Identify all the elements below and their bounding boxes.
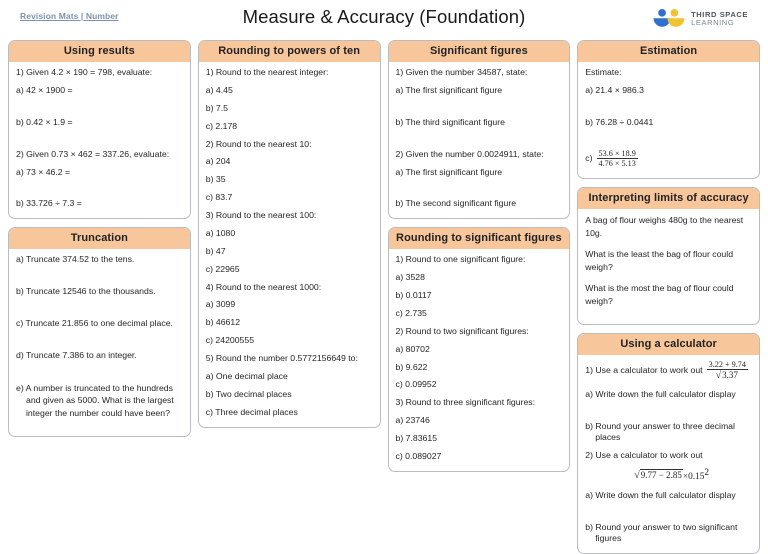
question-item: b) 7.5: [205, 102, 228, 113]
estimation-fraction: [597, 149, 638, 169]
card-title-interpreting-limits: Interpreting limits of accuracy: [578, 188, 759, 209]
estimation-item-a: a) 21.4 × 986.3: [585, 84, 644, 95]
limits-question-2: What is the most the bag of flour could weigh?: [585, 283, 734, 307]
card-body-truncation: [9, 249, 190, 435]
question-item: c) 2.735: [395, 307, 427, 318]
question-item: c) 24200555: [205, 335, 255, 346]
question-item: b) 47: [205, 245, 226, 256]
card-truncation: [8, 227, 191, 436]
question-item: 1) Round to one significant figure:: [395, 254, 526, 265]
card-using-results: [8, 40, 191, 219]
logo-wordmark: [691, 11, 748, 27]
calculator-q1-fraction: [707, 360, 748, 382]
card-using-a-calculator: [577, 333, 760, 554]
calculator-q1-part-a: a) Write down the full calculator display: [585, 389, 736, 400]
question-item: a) Truncate 374.52 to the tens.: [16, 254, 135, 265]
question-item: 3) Round to three significant figures:: [395, 397, 536, 408]
card-body-using-a-calculator: [578, 355, 759, 553]
estimation-fraction-denominator: 4.76 × 5.13: [598, 159, 636, 169]
calculator-q1-denominator: [707, 369, 748, 382]
question-item: a) 42 × 1900 =: [16, 84, 73, 95]
calculator-q2-expression: [585, 468, 752, 484]
calculator-question-1: [585, 360, 752, 382]
question-item: b) 0.42 × 1.9 =: [16, 116, 73, 127]
logo-line-1: THIRD SPACE: [691, 10, 748, 20]
limits-question-1: What is the least the bag of flour could weigh?: [585, 249, 734, 272]
question-item: b) 0.0117: [395, 290, 432, 300]
calculator-q1-radicand: 3.37: [722, 370, 738, 381]
question-item: 3) Round to the nearest 100:: [205, 210, 317, 220]
card-body-significant-figures: [389, 62, 570, 218]
question-item: 5) Round the number 0.5772156649 to:: [205, 353, 358, 363]
card-title-rounding-to-powers-of-ten: Rounding to powers of ten: [199, 41, 380, 62]
question-item: a) The first significant figure: [395, 166, 503, 177]
question-item: b) 7.83615: [395, 433, 438, 443]
calculator-q2-sqrt: [634, 470, 683, 483]
question-item: 2) Given 0.73 × 462 = 337.26, evaluate:: [16, 148, 170, 159]
third-space-learning-logo-icon: [652, 7, 686, 31]
question-item: b) 35: [205, 174, 226, 185]
question-item: c) Truncate 21.856 to one decimal place.: [16, 318, 173, 328]
question-item: 2) Round to two significant figures:: [395, 325, 529, 336]
estimation-item-c: [585, 149, 752, 169]
question-item: 1) Given 4.2 × 190 = 798, evaluate:: [16, 67, 153, 77]
question-item: d) Truncate 7.386 to an integer.: [16, 349, 137, 360]
calculator-q2-radicand: 9.77 − 2.85: [640, 470, 682, 481]
question-item: c) 2.178: [205, 120, 238, 131]
question-item: a) 4.45: [205, 84, 233, 95]
worksheet-column-4: [577, 40, 760, 554]
question-item: 4) Round to the nearest 1000:: [205, 281, 322, 292]
card-title-rounding-to-significant-figures: Rounding to significant figures: [389, 228, 570, 249]
worksheet-column-1: [8, 40, 191, 437]
question-item: a) 204: [205, 156, 231, 167]
card-body-using-results: [9, 62, 190, 218]
question-item: a) The first significant figure: [395, 84, 503, 95]
question-item: c) 0.089027: [395, 450, 442, 461]
radical-icon: √: [634, 470, 640, 482]
calculator-q1-lead: 1) Use a calculator to work out: [585, 365, 703, 376]
calculator-q2-tail: ×0.15: [682, 471, 705, 482]
page-title: Measure & Accuracy (Foundation): [242, 6, 526, 27]
estimation-item-c-label: c): [585, 153, 593, 164]
question-item: b) 33.726 ÷ 7.3 =: [16, 198, 82, 209]
question-item: a) 3528: [395, 272, 425, 283]
question-item: a) 1080: [205, 227, 236, 238]
question-item: 1) Given the number 34587, state:: [395, 67, 528, 77]
question-item: 2) Given the number 0.0024911, state:: [395, 148, 544, 159]
calculator-q1-numerator: 3.22 + 9.74: [708, 359, 746, 369]
logo-line-2: LEARNING: [691, 18, 735, 27]
question-item: e) A number is truncated to the hundreds and given as 5000. What is the largest integer the number could have been?: [16, 382, 174, 418]
worksheet-column-3: [388, 40, 571, 472]
question-item: a) 3099: [205, 299, 236, 310]
question-item: b) 9.622: [395, 361, 428, 372]
question-item: a) 23746: [395, 415, 430, 426]
question-item: c) Three decimal places: [205, 406, 298, 417]
radical-icon: √: [715, 370, 722, 382]
question-item: a) 80702: [395, 343, 430, 354]
question-item: 2) Round to the nearest 10:: [205, 138, 312, 149]
worksheet-column-2: [198, 40, 381, 428]
question-item: c) 83.7: [205, 192, 233, 203]
question-item: b) 46612: [205, 317, 241, 328]
calculator-q2-exponent: 2: [704, 467, 709, 478]
brand-logo: [652, 7, 748, 31]
calculator-q2-part-a: a) Write down the full calculator display: [585, 490, 736, 501]
card-body-rounding-to-powers-of-ten: [199, 62, 380, 427]
question-item: b) The third significant figure: [395, 116, 505, 127]
estimation-item-b: b) 76.28 ÷ 0.0441: [585, 116, 654, 127]
calculator-q2-part-b: b) Round your answer to two significant figures: [585, 521, 738, 543]
breadcrumb[interactable]: Revision Mats | Number: [20, 11, 119, 21]
card-title-using-results: Using results: [9, 41, 190, 62]
card-rounding-to-powers-of-ten: [198, 40, 381, 428]
estimation-intro: Estimate:: [585, 67, 622, 77]
card-estimation: [577, 40, 760, 179]
card-title-truncation: Truncation: [9, 228, 190, 249]
question-item: c) 0.09952: [395, 379, 437, 390]
question-item: a) 73 × 46.2 =: [16, 166, 71, 177]
question-item: 1) Round to the nearest integer:: [205, 67, 329, 77]
question-item: b) Truncate 12546 to the thousands.: [16, 286, 156, 297]
card-significant-figures: [388, 40, 571, 219]
card-title-significant-figures: Significant figures: [389, 41, 570, 62]
card-body-rounding-to-significant-figures: [389, 249, 570, 471]
page-header: [6, 0, 762, 40]
card-title-estimation: Estimation: [578, 41, 759, 62]
question-item: c) 22965: [205, 263, 240, 274]
question-item: b) The second significant figure: [395, 198, 517, 209]
estimation-fraction-numerator: 53.6 × 18.9: [598, 148, 636, 158]
question-item: b) Two decimal places: [205, 388, 292, 399]
calculator-q2-lead: 2) Use a calculator to work out: [585, 449, 703, 460]
worksheet-columns: [6, 40, 762, 554]
card-body-interpreting-limits: [578, 209, 759, 324]
limits-stem: A bag of flour weighs 480g to the nearest 10g.: [585, 214, 744, 238]
card-body-estimation: [578, 62, 759, 178]
card-interpreting-limits: [577, 187, 760, 325]
calculator-q1-sqrt: [716, 370, 739, 382]
question-item: a) One decimal place: [205, 370, 288, 381]
card-title-using-a-calculator: Using a calculator: [578, 334, 759, 355]
calculator-q1-part-b: b) Round your answer to three decimal places: [585, 420, 735, 442]
card-rounding-to-significant-figures: [388, 227, 571, 472]
